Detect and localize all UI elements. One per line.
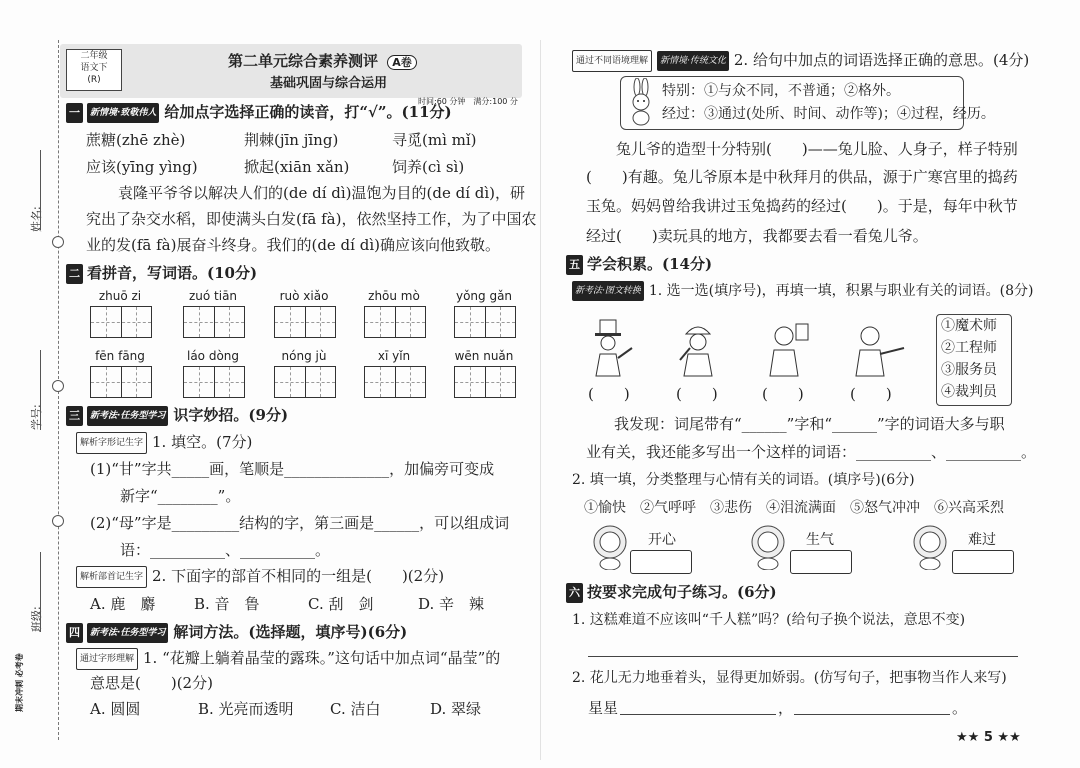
writing-grid[interactable]: [454, 306, 516, 338]
pron-item-2: 荆棘(jīn jīng): [244, 131, 339, 149]
pinyin: nóng jù: [281, 349, 327, 363]
section-5-heading: [566, 254, 712, 275]
page-divider: [540, 40, 541, 760]
title-tag: A卷: [387, 55, 417, 70]
lion-icon: [910, 524, 950, 570]
binding-hole: [52, 380, 64, 392]
rabbit-icon: [628, 78, 654, 126]
s5-q1-text: 1. 选一选(填序号)，再填一填，积累与职业有关的词语。(8分): [648, 283, 1034, 299]
engineer-figure: [666, 318, 732, 378]
definition-2: 经过：③通过(处所、时间、动作等)；④过程，经历。: [662, 106, 995, 122]
option[interactable]: B. 光亮而透明: [198, 700, 294, 718]
option[interactable]: D. 辛 辣: [418, 595, 485, 613]
s6-q2-start: 星星: [588, 699, 619, 717]
s3-q1-line-d: 语：__________、__________。: [120, 541, 331, 559]
job-option: ④裁判员: [941, 384, 997, 400]
discover-line-1: 我发现：词尾带有“______”字和“______”字的词语大多与职: [614, 415, 1005, 433]
period: 。: [952, 699, 968, 717]
answer-blank[interactable]: ( ): [850, 385, 892, 403]
r-q2-tag2: 新情境·传统文化: [657, 51, 729, 71]
writing-grid[interactable]: [364, 306, 426, 338]
s3-q1-text: 1. 填空。(7分): [152, 433, 253, 451]
mood-label: 难过: [968, 532, 996, 548]
comma: ，: [778, 699, 794, 717]
pron-item-3: 寻觅(mì mǐ): [392, 131, 477, 149]
binding-hole: [52, 236, 64, 248]
section-2-title: 看拼音，写词语。(10分): [87, 264, 258, 282]
discover-line-2: 业有关，我还能多写出一个这样的词语：__________、__________。: [586, 443, 1037, 461]
pron-item-1: 蔗糖(zhē zhè): [86, 131, 186, 149]
pinyin: zuó tiān: [188, 289, 238, 303]
writing-grid[interactable]: [364, 366, 426, 398]
s4-q1: [76, 648, 500, 670]
writing-grid[interactable]: [274, 366, 336, 398]
option[interactable]: C. 洁白: [330, 700, 381, 718]
section-3-title: 识字妙招。(9分): [173, 406, 289, 424]
s5-q1-tag: 新考法·图文转换: [572, 281, 644, 301]
writing-grid[interactable]: [90, 306, 152, 338]
r-q2-title: 2. 给句中加点的词语选择正确的意思。(4分): [733, 51, 1030, 69]
section-1-number: 一: [66, 103, 83, 123]
writing-grid[interactable]: [90, 366, 152, 398]
binding-hole: [52, 515, 64, 527]
answer-blank[interactable]: ( ): [676, 385, 718, 403]
s6-q2: 2. 花儿无力地垂着头，显得更加娇弱。(仿写句子，把事物当作人来写): [572, 670, 1007, 686]
section-3-heading: [66, 405, 288, 426]
writing-grid[interactable]: [274, 306, 336, 338]
lion-icon: [748, 524, 788, 570]
job-option: ③服务员: [941, 362, 997, 378]
star-icon: ★★: [956, 730, 984, 745]
section-5-number: 五: [566, 255, 583, 275]
option[interactable]: A. 鹿 麝: [90, 595, 156, 613]
answer-blank[interactable]: ( ): [762, 385, 804, 403]
pinyin: ruò xiǎo: [279, 289, 329, 303]
name-label: 姓名:: [30, 206, 43, 232]
option[interactable]: C. 刮 剑: [308, 595, 374, 613]
section-1-title: 给加点字选择正确的读音，打“√”。(11分): [164, 103, 452, 121]
mood-answer-box[interactable]: [952, 550, 1014, 574]
section-1-tag: 新情境·致敬伟人: [87, 103, 159, 123]
title-text: 第二单元综合素养测评: [228, 52, 379, 70]
pinyin: fēn fāng: [95, 349, 145, 363]
waiter-figure: [754, 318, 820, 378]
pinyin: zhuō zi: [98, 289, 142, 303]
pron-item-5: 掀起(xiān xǎn): [244, 158, 350, 176]
answer-line[interactable]: [794, 714, 950, 715]
s5-q2: 2. 填一填，分类整理与心情有关的词语。(填序号)(6分): [572, 472, 915, 488]
pinyin: wēn nuǎn: [454, 349, 514, 363]
mood-answer-box[interactable]: [790, 550, 852, 574]
job-option: ②工程师: [941, 340, 997, 356]
mood-label: 开心: [648, 532, 676, 548]
definition-1: 特别：①与众不同，不普通；②格外。: [662, 83, 900, 99]
paragraph-line: 兔儿爷的造型十分特别( )——兔儿脸、人身子，样子特别: [616, 140, 1018, 158]
r-q2-heading: [572, 50, 1029, 72]
s3-q2: [76, 566, 444, 588]
paragraph-line: 究出了杂交水稻，即使满头白发(fā fà)，依然坚持工作，为了中国农: [86, 210, 537, 228]
pinyin: láo dòng: [186, 349, 240, 363]
mood-word-list: ①愉快 ②气呼呼 ③悲伤 ④泪流满面 ⑤怒气冲冲 ⑥兴高采烈: [584, 500, 1004, 516]
section-2-heading: [66, 263, 257, 284]
section-4-number: 四: [66, 623, 83, 643]
page-number-value: 5: [983, 730, 993, 745]
badge-edition: (R): [87, 75, 101, 85]
answer-line[interactable]: [620, 714, 776, 715]
answer-blank[interactable]: ( ): [588, 385, 630, 403]
section-2-number: 二: [66, 264, 83, 284]
writing-grid[interactable]: [183, 366, 245, 398]
s3-q1: [76, 432, 252, 454]
pinyin: yǒng gǎn: [455, 289, 513, 303]
class-field-line: [40, 552, 41, 632]
s3-q2-tag: 解析部首记生字: [76, 566, 147, 588]
s4-q1-tag: 通过字形理解: [76, 648, 138, 670]
s3-q2-text: 2. 下面字的部首不相同的一组是( )(2分): [152, 567, 445, 585]
page-title: [228, 50, 417, 71]
name-field-line: [40, 150, 41, 230]
badge-grade: 二年级: [80, 51, 108, 61]
section-5-title: 学会积累。(14分): [587, 255, 713, 273]
r-q2-tag: 通过不同语境理解: [572, 50, 652, 72]
mood-label: 生气: [806, 532, 834, 548]
section-6-number: 六: [566, 583, 583, 603]
option[interactable]: B. 音 鲁: [194, 595, 260, 613]
section-6-title: 按要求完成句子练习。(6分): [587, 583, 777, 601]
number-label: 学号:: [30, 404, 43, 430]
section-3-number: 三: [66, 406, 83, 426]
grade-badge: [66, 49, 122, 91]
paragraph-line: 经过( )卖玩具的地方，我都要去看一看兔儿爷。: [586, 227, 928, 245]
s3-q1-line-a: (1)“甘”字共_____画，笔顺是______________，加偏旁可变成: [90, 460, 495, 478]
lion-icon: [590, 524, 630, 570]
time-score: 时间:60 分钟 满分:100 分: [418, 97, 518, 106]
pinyin: zhōu mò: [368, 289, 420, 303]
badge-subject: 语文下: [80, 63, 108, 73]
s6-q1: 1. 这糕难道不应该叫“千人糕”吗？(给句子换个说法，意思不变): [572, 612, 966, 628]
paragraph-line: 业的发(fā fà)展奋斗终身。我们的(de dí dì)确应该向他致敬。: [86, 236, 500, 254]
paragraph-line: 玉兔。妈妈曾给我讲过玉兔捣药的经过( )。于是，每年中秋节: [586, 197, 1018, 215]
s3-q1-tag: 解析字形记生字: [76, 432, 147, 454]
s5-q1: [572, 281, 1033, 301]
pron-item-4: 应该(yīng yìng): [86, 158, 198, 176]
number-field-line: [40, 350, 41, 430]
pron-item-6: 饲养(cì sì): [392, 158, 465, 176]
section-6-heading: [566, 582, 777, 603]
section-4-title: 解词方法。(选择题，填序号)(6分): [173, 623, 408, 641]
writing-grid[interactable]: [454, 366, 516, 398]
paragraph-line: 袁隆平爷爷以解决人们的(de dí dì)温饱为目的(de dí dì)，研: [118, 184, 526, 202]
job-option: ①魔术师: [941, 318, 997, 334]
referee-figure: [844, 318, 910, 378]
section-1-heading: [66, 102, 452, 123]
page-number: [956, 730, 1021, 745]
s3-q1-line-b: 新字“________”。: [120, 487, 241, 505]
mood-answer-box[interactable]: [630, 550, 692, 574]
star-icon: ★★: [992, 730, 1021, 745]
section-4-heading: [66, 622, 407, 643]
brand-vertical: 期末冲刺 必考卷: [15, 653, 24, 712]
s4-q1-text: 1. “花瓣上躺着晶莹的露珠。”这句话中加点词“晶莹”的: [143, 649, 501, 667]
s3-q1-line-c: (2)“母”字是_________结构的字，第三画是______，可以组成词: [90, 514, 510, 532]
writing-grid[interactable]: [183, 306, 245, 338]
magician-figure: [580, 318, 646, 378]
section-4-tag: 新考法·任务型学习: [87, 623, 168, 643]
paragraph-line: ( )有趣。兔儿爷原本是中秋拜月的供品，源于广寒宫里的捣药: [586, 168, 1018, 186]
s4-q1-line-b: 意思是( )(2分): [90, 674, 213, 692]
option[interactable]: A. 圆圆: [90, 700, 141, 718]
option[interactable]: D. 翠绿: [430, 700, 482, 718]
page-subtitle: 基础巩固与综合运用: [270, 76, 388, 91]
class-label: 班级:: [30, 606, 43, 632]
answer-line[interactable]: [588, 656, 1018, 657]
section-3-tag: 新考法·任务型学习: [87, 406, 168, 426]
pinyin: xī yǐn: [377, 349, 411, 363]
